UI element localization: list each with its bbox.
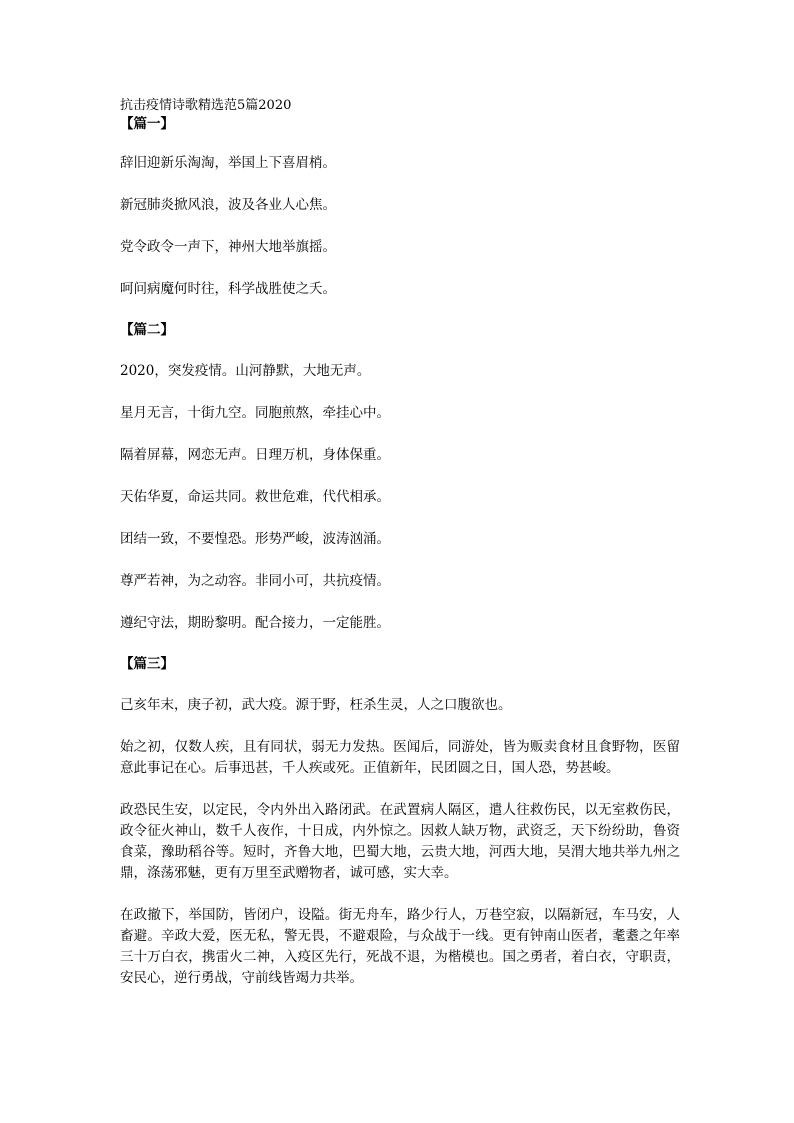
section-heading-1: 【篇一】 bbox=[120, 116, 174, 132]
poem-2-line-5: 团结一致，不要惶恐。形势严峻，波涛汹涌。 bbox=[120, 531, 390, 547]
poem-2-line-3: 隔着屏幕，网恋无声。日理万机，身体保重。 bbox=[120, 447, 390, 463]
poem-2-line-4: 天佑华夏，命运共同。救世危难，代代相承。 bbox=[120, 489, 390, 505]
essay-paragraph-4: 在政撤下，举国防，皆闭户，设隘。街无舟车，路少行人，万巷空寂，以隔新冠，车马安，人畜避。辛政大爱，医无私，警无畏，不避艰险，与众战于一线。更有钟南山医者，耄耋之年率三十万白衣，携雷火二神，入疫区先行，死战不退，为楷模也。国之勇者，着白衣，守职责，安民心，逆行勇战，守前线皆竭力共举。 bbox=[120, 907, 680, 986]
poem-1-line-4: 呵问病魔何时往，科学战胜使之夭。 bbox=[120, 281, 336, 297]
poem-2-line-7: 遵纪守法，期盼黎明。配合接力，一定能胜。 bbox=[120, 615, 390, 631]
document-title: 抗击疫情诗歌精选范5篇2020 bbox=[120, 98, 292, 113]
essay-paragraph-1: 己亥年末，庚子初，武大疫。源于野，枉杀生灵，人之口腹欲也。 bbox=[120, 697, 512, 713]
poem-1-line-1: 辞旧迎新乐淘淘，举国上下喜眉梢。 bbox=[120, 155, 336, 171]
section-heading-2: 【篇二】 bbox=[120, 322, 174, 338]
poem-1-line-3: 党令政令一声下，神州大地举旗摇。 bbox=[120, 239, 336, 255]
poem-2-line-2: 星月无言，十街九空。同胞煎熬，牵挂心中。 bbox=[120, 405, 390, 421]
document-page bbox=[120, 96, 680, 989]
poem-2-line-6: 尊严若神，为之动容。非同小可，共抗疫情。 bbox=[120, 573, 390, 589]
essay-paragraph-2: 始之初，仅数人疾，且有同状，弱无力发热。医闻后，同游处，皆为贩卖食材且食野物，医留意此事记在心。后事迅甚，千人疾或死。正值新年，民团圆之日，国人恐，势甚峻。 bbox=[120, 739, 680, 776]
poem-1-line-2: 新冠肺炎掀风浪，波及各业人心焦。 bbox=[120, 197, 336, 213]
section-heading-3: 【篇三】 bbox=[120, 656, 174, 672]
essay-paragraph-3: 政恐民生安，以定民，令内外出入路闭武。在武置病人隔区，遣人往救伤民，以无室救伤民，政令征火神山，数千人夜作，十日成，内外惊之。因救人缺万物，武资乏，天下纷纷助，鲁资食菜，豫助稻谷等。短时，齐鲁大地，巴蜀大地，云贵大地，河西大地，吴渭大地共举九州之鼎，涤荡邪魅，更有万里至武赠物者，诚可感，实大幸。 bbox=[120, 802, 680, 881]
poem-2-line-1: 2020，突发疫情。山河静默，大地无声。 bbox=[120, 363, 371, 379]
